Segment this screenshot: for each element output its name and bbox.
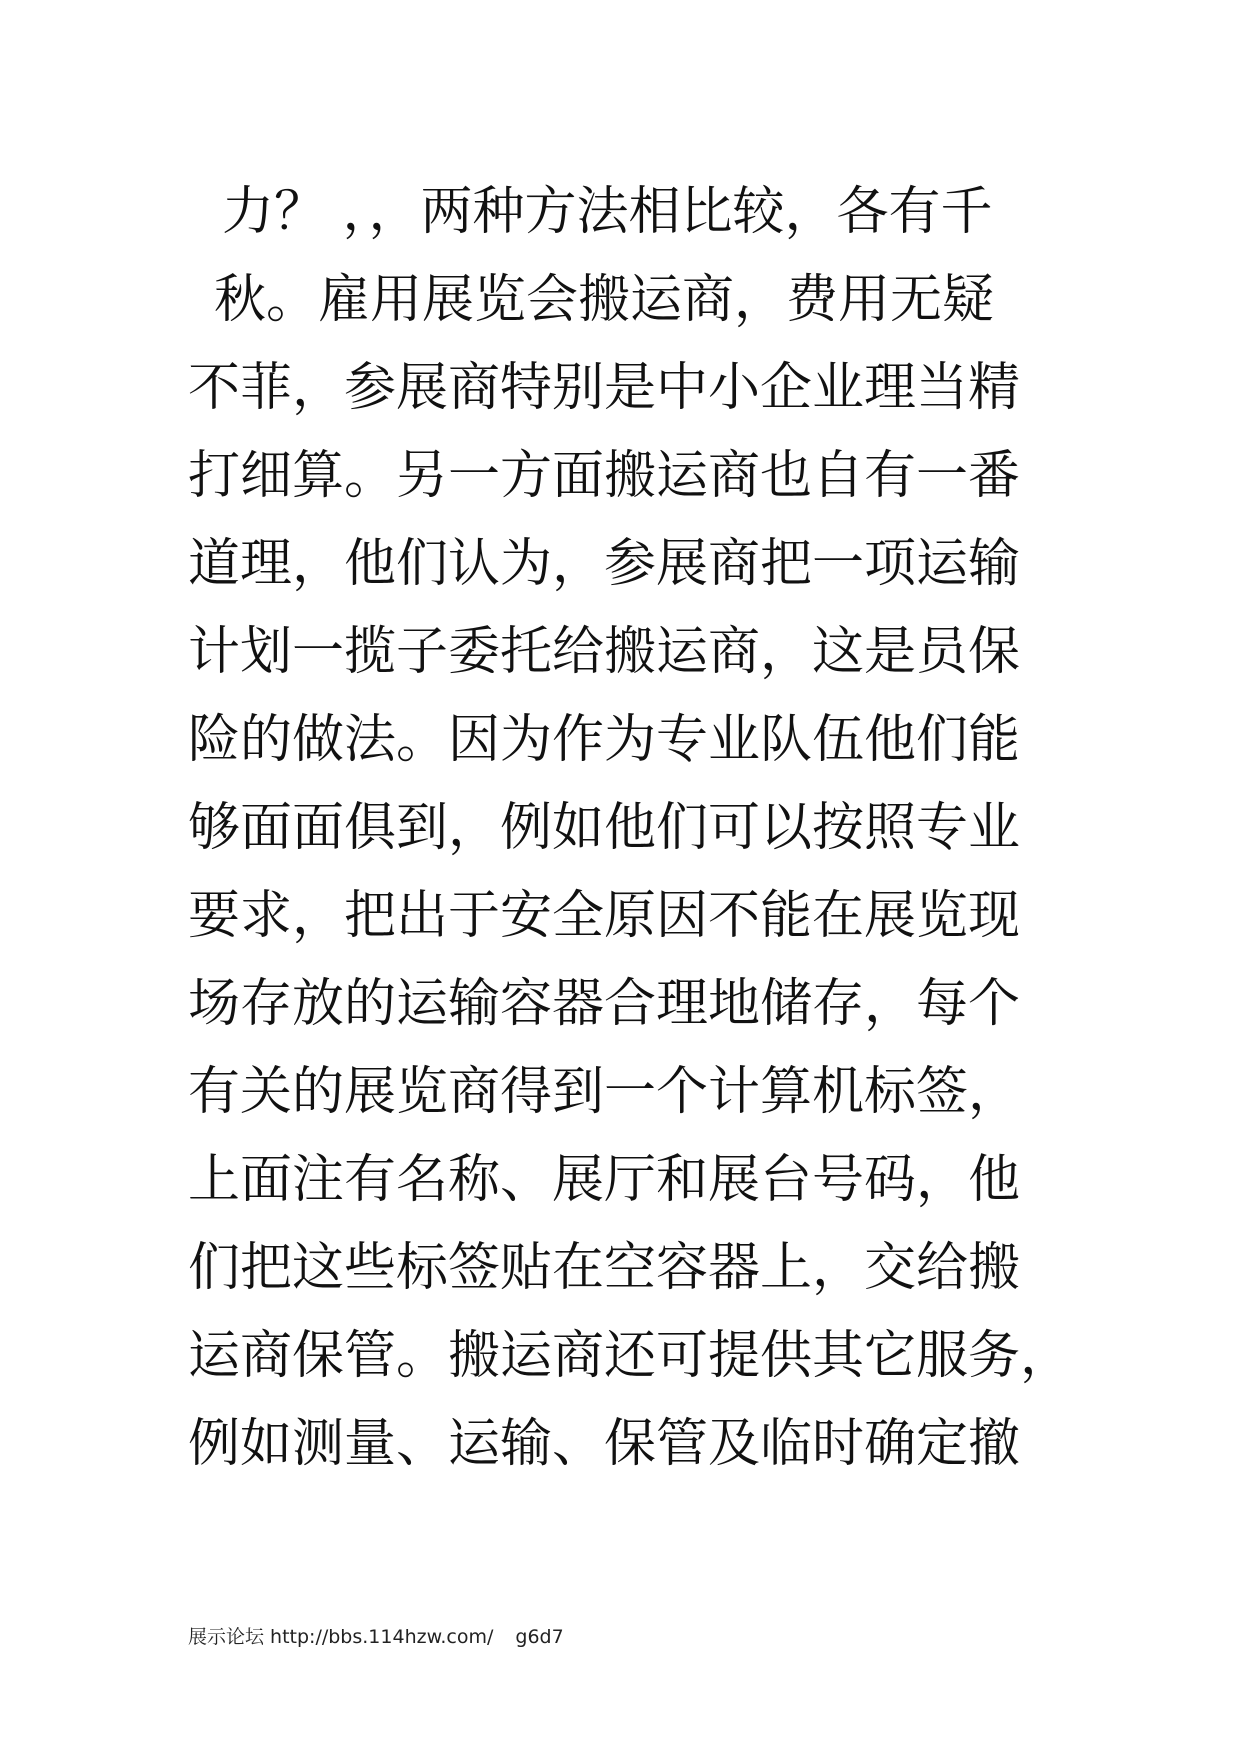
page-footer	[188, 1622, 564, 1649]
footer-source-link[interactable]: 展示论坛 http://bbs.114hzw.com/	[188, 1626, 494, 1648]
text-line: 有关的展览商得到一个计算机标签，	[188, 1062, 1021, 1122]
text-line: 道理，他们认为，参展商把一项运输	[188, 534, 1021, 594]
text-line: 运商保管。搬运商还可提供其它服务，	[188, 1326, 1073, 1386]
text-line: 不菲，参展商特别是中小企业理当精	[188, 358, 1021, 418]
text-line: 秋。雇用展览会搬运商，费用无疑	[214, 270, 995, 330]
text-line: 险的做法。因为作为专业队伍他们能	[188, 710, 1021, 770]
body-text	[188, 168, 1073, 1488]
text-line: 打细算。另一方面搬运商也自有一番	[188, 446, 1021, 506]
text-line: 力？ ，，两种方法相比较，各有千	[222, 182, 993, 242]
text-line: 场存放的运输容器合理地储存，每个	[188, 974, 1021, 1034]
text-line: 够面面俱到，例如他们可以按照专业	[188, 798, 1021, 858]
text-line: 上面注有名称、展厅和展台号码，他	[188, 1150, 1021, 1210]
text-line: 计划一揽子委托给搬运商，这是员保	[188, 622, 1021, 682]
text-line: 要求，把出于安全原因不能在展览现	[188, 886, 1021, 946]
footer-code: g6d7	[515, 1626, 564, 1648]
text-line: 例如测量、运输、保管及临时确定撤	[188, 1414, 1021, 1474]
text-line: 们把这些标签贴在空容器上，交给搬	[188, 1238, 1021, 1298]
